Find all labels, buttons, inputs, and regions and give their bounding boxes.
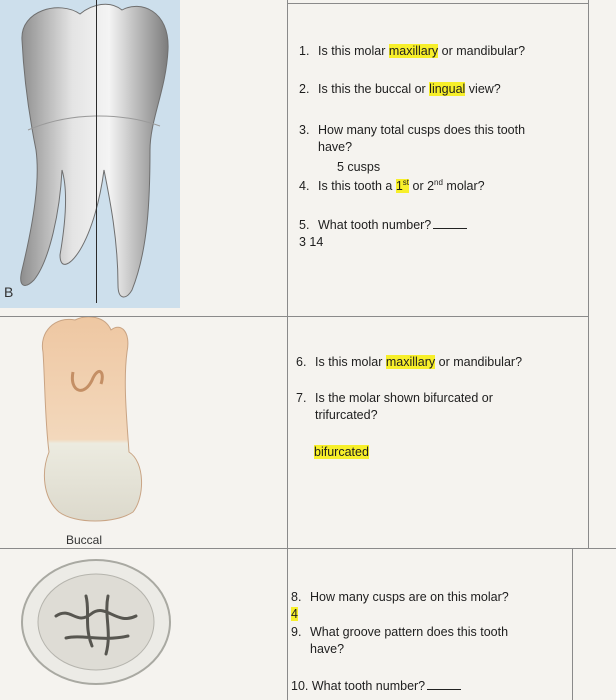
molar-illustration xyxy=(0,0,180,308)
divider-vertical-2 xyxy=(588,0,589,548)
answer-8: 4 xyxy=(291,607,298,621)
question-4: 4. Is this tooth a 1st or 2nd molar? xyxy=(299,177,485,193)
answer-blank-5 xyxy=(433,217,467,229)
answer-3: 5 cusps xyxy=(337,160,381,174)
question-5: 5. What tooth number? xyxy=(299,217,467,234)
molar-occlusal-image xyxy=(16,556,176,696)
root-illustration xyxy=(15,312,180,527)
divider-row-1 xyxy=(0,316,589,317)
divider-top xyxy=(287,3,589,4)
question-9: 9. What groove pattern does this tooth have? xyxy=(291,625,509,656)
divider-vertical-1 xyxy=(287,0,288,700)
answer-7: bifurcated xyxy=(314,445,369,459)
question-2: 2. Is this the buccal or lingual view? xyxy=(299,82,501,96)
side-label: B xyxy=(4,284,14,300)
question-6: 6. Is this molar maxillary or mandibular? xyxy=(296,355,523,369)
question-1: 1. Is this molar maxillary or mandibular? xyxy=(299,44,526,58)
question-3: 3. How many total cusps does this tooth have? xyxy=(299,123,526,154)
divider-vertical-3 xyxy=(572,548,573,700)
root-axis-line xyxy=(96,0,97,303)
occlusal-illustration xyxy=(16,556,176,696)
question-8: 8. How many cusps are on this molar? xyxy=(291,590,509,604)
question-10: 10. What tooth number? xyxy=(291,678,461,695)
answer-5: 3 14 xyxy=(299,235,324,249)
molar-root-image xyxy=(15,312,180,527)
buccal-label: Buccal xyxy=(66,533,103,547)
divider-row-2 xyxy=(0,548,616,549)
question-7: 7. Is the molar shown bifurcated or trifurcated? xyxy=(296,391,493,422)
molar-buccal-image xyxy=(0,0,180,308)
answer-blank-10 xyxy=(427,678,461,690)
